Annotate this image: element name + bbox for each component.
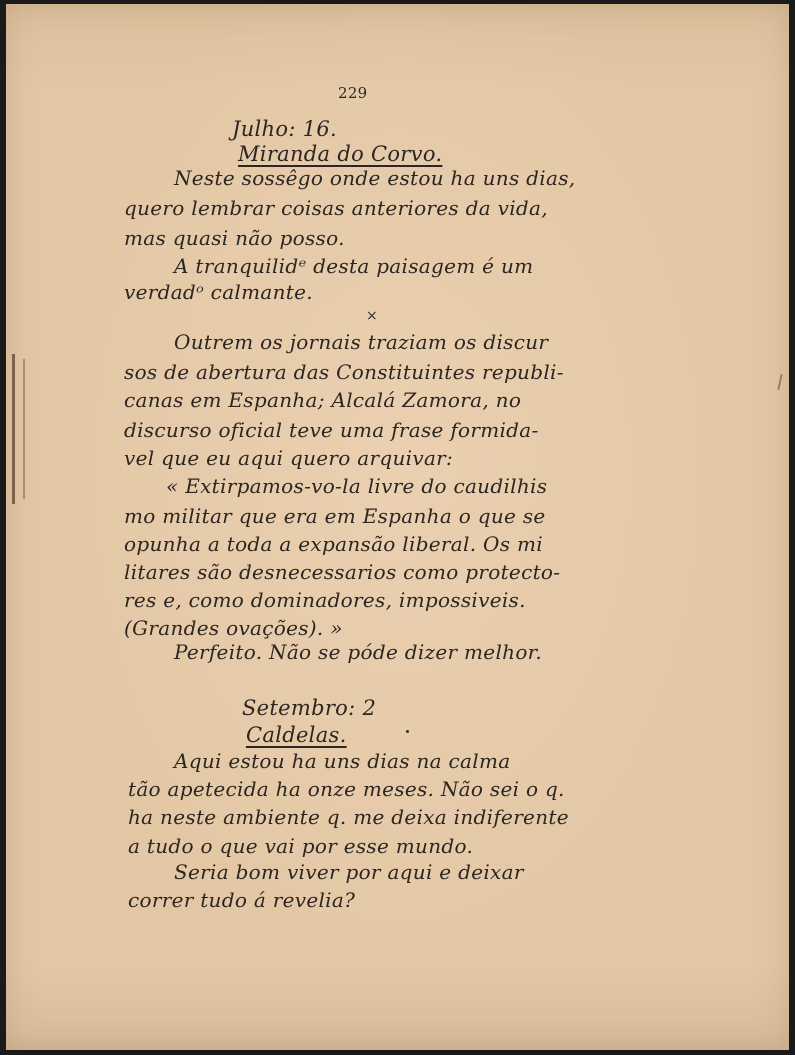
text-line: a tudo o que vai por esse mundo. — [128, 834, 474, 858]
text-line: Perfeito. Não se póde dizer melhor. — [174, 640, 542, 664]
text-line: verdadᵒ calmante. — [124, 280, 313, 304]
binding-mark — [12, 354, 21, 504]
text-line: vel que eu aqui quero arquivar: — [124, 446, 454, 470]
entry-place: Miranda do Corvo. — [238, 142, 443, 166]
quote-line: litares são desnecessarios como protecto- — [124, 560, 561, 584]
entry-date: Setembro: 2 — [242, 696, 377, 720]
text-line: Outrem os jornais traziam os discur — [174, 330, 549, 354]
entry-place: Caldelas. — [246, 723, 347, 747]
manuscript-page — [6, 4, 789, 1050]
quote-line: (Grandes ovações). » — [124, 616, 343, 640]
text-line: discurso oficial teve uma frase formida- — [124, 418, 539, 442]
section-separator: × — [366, 308, 379, 324]
quote-line: opunha a toda a expansão liberal. Os mi — [124, 532, 543, 556]
quote-line: mo militar que era em Espanha o que se — [124, 504, 546, 528]
text-line: Seria bom viver por aqui e deixar — [174, 860, 524, 884]
text-line: quero lembrar coisas anteriores da vida, — [124, 196, 548, 220]
text-line: mas quasi não posso. — [124, 226, 345, 250]
text-line: A tranquilidᵉ desta paisagem é um — [174, 254, 534, 278]
entry-date: Julho: 16. — [232, 117, 337, 141]
text-line: Aqui estou ha uns dias na calma — [174, 749, 511, 773]
margin-mark — [777, 374, 782, 390]
quote-line: res e, como dominadores, impossiveis. — [124, 588, 526, 612]
page-number: 229 — [338, 84, 368, 102]
text-line: Neste sossêgo onde estou ha uns dias, — [174, 166, 576, 190]
text-line: ha neste ambiente q. me deixa indiferente — [128, 805, 569, 829]
text-line: tão apetecida ha onze meses. Não sei o q. — [128, 777, 565, 801]
text-line: sos de abertura das Constituintes republi- — [124, 360, 564, 384]
binding-mark — [23, 359, 25, 499]
ink-dot — [406, 730, 409, 733]
text-line: canas em Espanha; Alcalá Zamora, no — [124, 388, 522, 412]
quote-line: « Extirpamos-vo-la livre do caudilhis — [166, 474, 548, 498]
text-line: correr tudo á revelia? — [128, 888, 356, 912]
